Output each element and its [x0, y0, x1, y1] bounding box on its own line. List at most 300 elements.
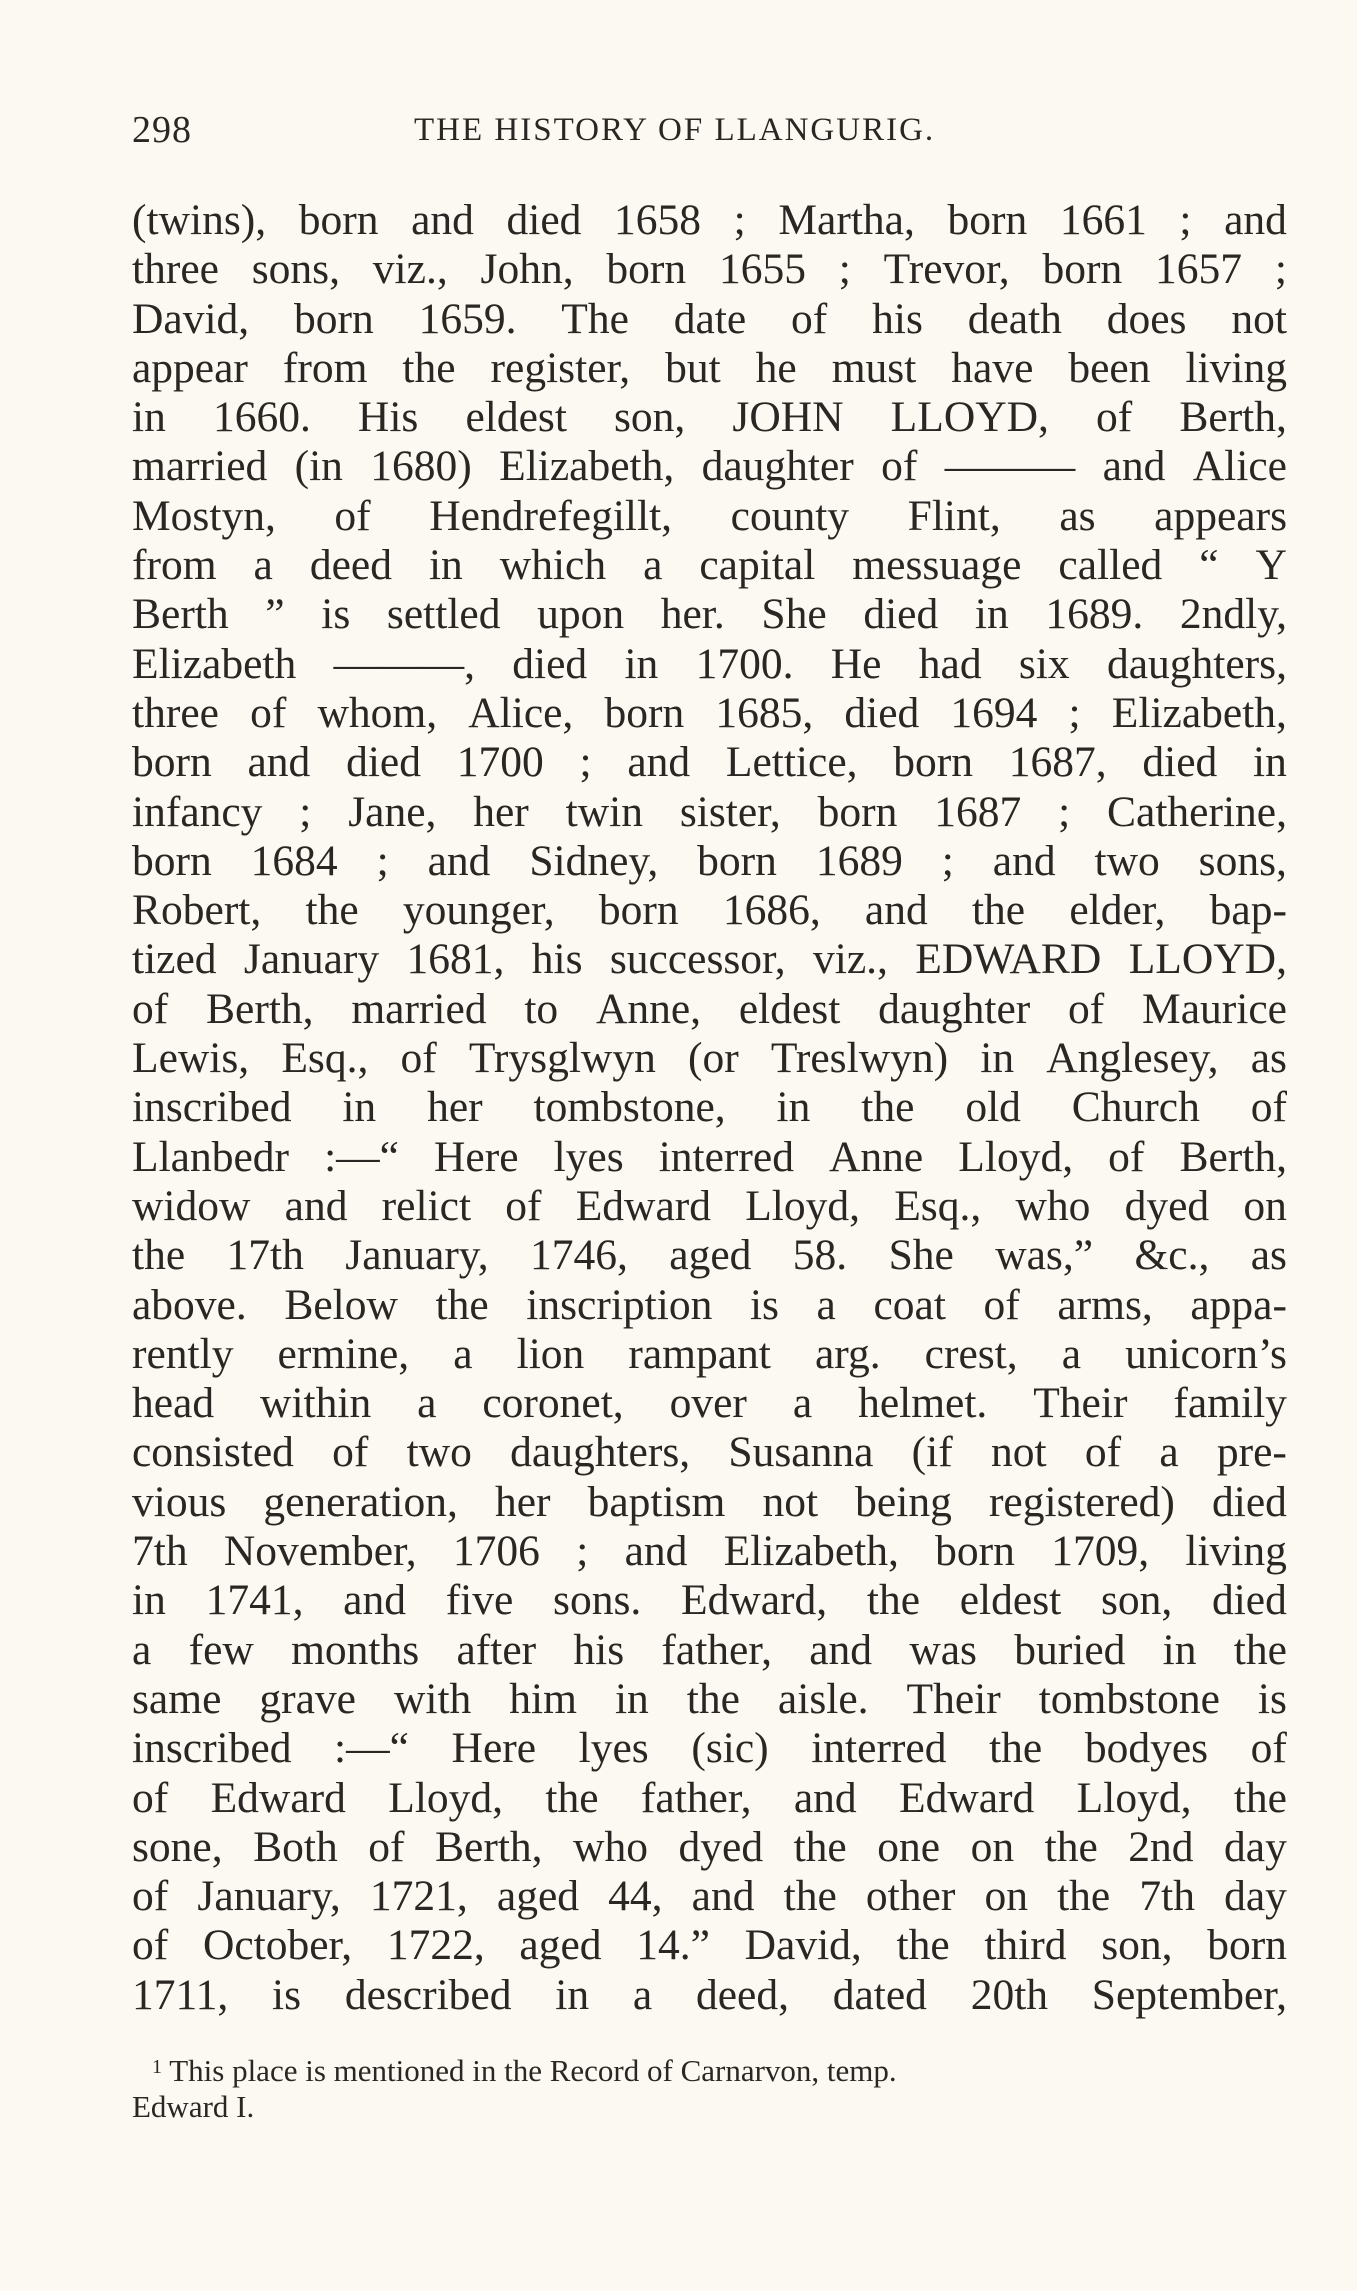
word: ;	[1058, 787, 1071, 836]
word: 1681,	[406, 935, 505, 984]
word: above.	[132, 1280, 247, 1329]
word: born	[298, 196, 379, 244]
word: as	[1059, 491, 1096, 540]
word: Berth,	[206, 984, 314, 1033]
word: the	[783, 1872, 837, 1921]
word: is	[1257, 1674, 1287, 1723]
word: the	[305, 886, 359, 935]
word: born	[604, 688, 685, 737]
word: 1722,	[386, 1921, 485, 1970]
word: consisted	[132, 1428, 294, 1477]
word: months	[291, 1625, 420, 1674]
word: is	[749, 1280, 779, 1329]
word: Anglesey,	[1046, 1034, 1219, 1083]
word: born	[893, 738, 974, 787]
word: (or	[687, 1034, 739, 1083]
word: January,	[345, 1231, 489, 1280]
word: the	[971, 886, 1026, 935]
word: whom,	[317, 688, 438, 737]
word: of	[1096, 393, 1133, 442]
text-line	[132, 1921, 1287, 1970]
word: Sidney,	[529, 836, 659, 885]
word: head	[132, 1379, 215, 1428]
word: buried	[1014, 1625, 1126, 1674]
word: born	[1207, 1921, 1287, 1970]
word: born	[294, 294, 374, 343]
word: her	[473, 787, 529, 836]
text-line	[132, 590, 1287, 639]
text-line	[132, 1774, 1287, 1823]
word: Lettice,	[725, 738, 858, 787]
word: of	[1250, 1724, 1287, 1773]
text-line	[132, 837, 1287, 886]
word: and	[343, 1576, 406, 1625]
footnote-line	[132, 2053, 1282, 2089]
word: in	[555, 1970, 590, 2019]
word: born	[606, 245, 687, 294]
word: Lloyd,	[1076, 1773, 1192, 1822]
word: died	[512, 639, 588, 688]
word: ;	[941, 836, 954, 885]
word: viz.,	[372, 245, 448, 294]
word: of	[1084, 1428, 1122, 1477]
word: on	[1243, 1181, 1287, 1230]
word: His	[357, 393, 419, 442]
word: Y	[1255, 541, 1287, 590]
word: two	[406, 1428, 472, 1477]
word: in	[614, 1674, 649, 1723]
text-line	[132, 689, 1287, 738]
word: (in	[294, 442, 343, 491]
word: a	[643, 541, 663, 590]
word: ;	[376, 836, 389, 885]
word: born	[935, 1527, 1015, 1576]
word: sister,	[679, 787, 781, 836]
word: the	[866, 1576, 921, 1625]
word: and	[627, 738, 691, 787]
word: November,	[223, 1527, 417, 1576]
word: 1660.	[212, 393, 311, 442]
word: “	[1199, 541, 1219, 590]
word: few	[188, 1625, 254, 1674]
word: 58.	[792, 1231, 848, 1280]
word: is	[321, 590, 351, 639]
word: the	[686, 1674, 740, 1723]
word: of	[250, 688, 287, 737]
word: in	[428, 541, 463, 590]
word: of	[332, 1428, 369, 1477]
word: and	[809, 1625, 873, 1674]
word: deed	[309, 541, 392, 590]
word: of	[334, 491, 371, 540]
word: 20th	[970, 1970, 1049, 2019]
text-line	[132, 1823, 1287, 1872]
word: sons,	[251, 245, 340, 294]
word: but	[665, 343, 721, 392]
word: unicorn’s	[1125, 1329, 1287, 1378]
word: of	[132, 1921, 169, 1970]
word: appear	[132, 343, 248, 392]
word: 1689.	[1045, 590, 1144, 639]
word: one	[877, 1822, 941, 1871]
word: as	[1250, 1034, 1287, 1083]
word: Below	[284, 1280, 398, 1329]
word: of	[1068, 984, 1105, 1033]
word: Catherine,	[1107, 787, 1287, 836]
footnote	[132, 2053, 1282, 2125]
word: sone,	[132, 1822, 223, 1871]
word: 1721,	[369, 1872, 468, 1921]
word: Berth,	[1179, 1132, 1287, 1181]
word: 7th	[1139, 1872, 1195, 1921]
word: Mostyn,	[132, 491, 276, 540]
word: of	[1250, 1083, 1287, 1132]
word: and	[1102, 442, 1166, 491]
word: &c.,	[1134, 1231, 1210, 1280]
word: lion	[516, 1329, 585, 1378]
footnote-line: Edward I.	[132, 2089, 255, 2124]
word: ;	[733, 196, 746, 244]
word: Robert,	[132, 886, 262, 935]
word: two	[1094, 836, 1160, 885]
word: born	[132, 836, 212, 885]
word: the	[545, 1773, 599, 1822]
text-line	[132, 245, 1287, 294]
word: and	[691, 1872, 755, 1921]
word: son,	[614, 393, 686, 442]
footnote-body	[152, 2053, 897, 2089]
word: She	[761, 590, 827, 639]
text-line	[132, 1724, 1287, 1773]
word: crest,	[924, 1329, 1018, 1378]
word: called	[1058, 541, 1163, 590]
word: aged	[496, 1872, 580, 1921]
word: a	[132, 1625, 152, 1674]
word: and	[1224, 196, 1287, 244]
word: younger,	[402, 886, 555, 935]
word: elder,	[1069, 886, 1166, 935]
word: from	[282, 343, 368, 392]
word: Their	[1033, 1379, 1128, 1428]
page-number: 298	[132, 109, 192, 151]
word: The	[561, 294, 629, 343]
word: Jane,	[348, 787, 437, 836]
word: 1746,	[530, 1231, 628, 1280]
word: ;	[299, 787, 312, 836]
word: in	[624, 639, 659, 688]
word: 1657	[1155, 245, 1243, 294]
word: aisle.	[777, 1674, 869, 1723]
word: registered)	[988, 1477, 1175, 1526]
word: Trevor,	[883, 245, 1010, 294]
word: of	[132, 1773, 169, 1822]
word: a	[632, 1970, 653, 2019]
word: died	[844, 688, 920, 737]
word: Edward	[210, 1773, 346, 1822]
word: settled	[386, 590, 501, 639]
text-line	[132, 1034, 1287, 1083]
word: of	[132, 1872, 169, 1921]
word: and	[247, 738, 311, 787]
word: (if	[911, 1428, 953, 1477]
word: of	[132, 984, 169, 1033]
word: Lloyd,	[388, 1773, 504, 1822]
text-line	[132, 1872, 1287, 1921]
word: Lloyd,	[745, 1181, 861, 1230]
word: on	[984, 1872, 1028, 1921]
word: family	[1173, 1379, 1287, 1428]
word: day	[1224, 1822, 1287, 1871]
word: Berth,	[1179, 393, 1287, 442]
word: 1655	[718, 245, 806, 294]
text-line	[132, 393, 1287, 442]
text-line	[132, 1133, 1287, 1182]
word: third	[984, 1921, 1067, 1970]
word: who	[573, 1822, 648, 1871]
word: :—“	[324, 1132, 399, 1181]
word: died	[1212, 1477, 1287, 1526]
text-line	[132, 738, 1287, 787]
word: Here	[434, 1132, 519, 1181]
word: daughter	[878, 984, 1031, 1033]
word: Their	[906, 1674, 1001, 1723]
word: over	[669, 1379, 747, 1428]
word: Elizabeth,	[723, 1527, 899, 1576]
word: born	[598, 886, 679, 935]
word: the	[1233, 1773, 1287, 1822]
word: Lloyd,	[958, 1132, 1074, 1181]
word: and	[992, 836, 1056, 885]
word: with	[393, 1674, 472, 1723]
word: not	[762, 1477, 819, 1526]
word: born	[697, 836, 777, 885]
text-line	[132, 295, 1287, 344]
text-line	[132, 1330, 1287, 1379]
word: he	[755, 343, 797, 392]
word: not	[990, 1428, 1047, 1477]
word: was,”	[995, 1231, 1094, 1280]
word: bodyes	[1084, 1724, 1209, 1773]
word: of	[983, 1280, 1020, 1329]
word: within	[260, 1379, 372, 1428]
word: and	[864, 886, 928, 935]
text-line	[132, 935, 1287, 984]
word: arms,	[1057, 1280, 1153, 1329]
word: after	[456, 1625, 537, 1674]
word: does	[1106, 294, 1187, 343]
word: the	[1044, 1822, 1098, 1871]
word: 1687,	[1008, 738, 1107, 787]
word: 1694	[950, 688, 1038, 737]
word: deed,	[695, 1970, 789, 2019]
word: Both	[253, 1822, 338, 1871]
word: coronet,	[482, 1379, 624, 1428]
word: to	[524, 984, 559, 1033]
word: She	[888, 1231, 954, 1280]
word: married	[351, 984, 487, 1033]
word: 1689	[815, 836, 903, 885]
text-line	[132, 1527, 1287, 1576]
word: his	[573, 1625, 625, 1674]
text-line	[132, 442, 1287, 491]
word: the	[896, 1921, 950, 1970]
text-line	[132, 492, 1287, 541]
word: 1658	[614, 196, 702, 244]
word: bap-	[1209, 886, 1287, 935]
word: and	[427, 836, 491, 885]
word: ;	[1179, 196, 1192, 244]
word: the	[402, 343, 456, 392]
word: daughters,	[510, 1428, 691, 1477]
word: David,	[132, 294, 250, 343]
word: LLOYD,	[1128, 935, 1287, 984]
word: her.	[660, 590, 725, 639]
word: September,	[1091, 1970, 1287, 2019]
word: the	[1057, 1872, 1111, 1921]
word: inscribed	[132, 1724, 292, 1773]
word: not	[1231, 294, 1287, 343]
word: Hendrefegillt,	[429, 491, 673, 540]
word: father,	[661, 1625, 772, 1674]
word: must	[831, 343, 917, 392]
text-line	[132, 886, 1287, 935]
word: six	[1018, 639, 1070, 688]
word: viz.,	[813, 935, 888, 984]
word: son,	[1100, 1576, 1173, 1625]
word: a	[792, 1379, 813, 1428]
word: twin	[565, 787, 643, 836]
word: lyes	[578, 1724, 649, 1773]
word: :—“	[334, 1724, 409, 1773]
body-text	[132, 196, 1287, 2020]
word: and	[284, 1181, 348, 1230]
word: aged	[519, 1921, 602, 1970]
word: in	[974, 590, 1009, 639]
word: which	[499, 541, 607, 590]
word: in	[132, 1576, 166, 1625]
word: Anne	[829, 1132, 924, 1181]
word: 1706	[452, 1527, 540, 1576]
word: been	[1068, 343, 1151, 392]
word: Susanna	[728, 1428, 874, 1477]
word: 1711,	[132, 1970, 229, 2019]
word: of	[881, 442, 918, 491]
word: county	[730, 491, 850, 540]
text-line	[132, 344, 1287, 393]
word: born	[817, 787, 898, 836]
text-line	[132, 541, 1287, 590]
footnote-marker: 1	[152, 2056, 162, 2078]
word: ;	[838, 245, 851, 294]
word: infancy	[132, 787, 263, 836]
word: the	[861, 1083, 915, 1132]
word: sons.	[553, 1576, 642, 1625]
word: a	[253, 541, 273, 590]
word: of	[368, 1822, 405, 1871]
word: have	[951, 343, 1034, 392]
word: the	[435, 1280, 489, 1329]
word: baptism	[587, 1477, 726, 1526]
word: her	[494, 1477, 551, 1526]
word: lyes	[553, 1132, 624, 1181]
word: ———,	[333, 639, 475, 688]
word: Maurice	[1142, 984, 1287, 1033]
word: 17th	[226, 1231, 304, 1280]
word: tized	[132, 935, 217, 984]
word: helmet.	[858, 1379, 988, 1428]
word: JOHN	[732, 393, 844, 442]
page-header	[132, 108, 1282, 158]
text-line	[132, 1281, 1287, 1330]
word: ;	[576, 1527, 589, 1576]
word: EDWARD	[915, 935, 1102, 984]
word: interred	[811, 1724, 947, 1773]
text-line	[132, 788, 1287, 837]
word: successor,	[609, 935, 786, 984]
word: generation,	[263, 1477, 458, 1526]
word: 1686,	[722, 886, 821, 935]
text-line	[132, 1428, 1287, 1477]
word: the	[132, 1231, 186, 1280]
word: 1687	[934, 787, 1022, 836]
word: aged	[669, 1231, 752, 1280]
word: three	[132, 245, 219, 294]
text-line	[132, 1182, 1287, 1231]
text-line	[132, 1675, 1287, 1724]
word: born	[947, 196, 1028, 244]
word: ;	[1068, 688, 1081, 737]
word: 1741,	[205, 1576, 304, 1625]
word: Here	[451, 1724, 537, 1773]
word: Esq.,	[894, 1181, 982, 1230]
text-line	[132, 1379, 1287, 1428]
word: eldest	[465, 393, 567, 442]
word: Llanbedr	[132, 1132, 290, 1181]
word: inscription	[526, 1280, 713, 1329]
word: arg.	[814, 1329, 881, 1378]
word: He	[830, 639, 882, 688]
word: married	[132, 442, 268, 491]
word: 1684	[250, 836, 338, 885]
word: Church	[1071, 1083, 1200, 1132]
word: who	[1015, 1181, 1091, 1230]
word: is	[272, 1970, 302, 2019]
word: Berth,	[435, 1822, 543, 1871]
word: in	[342, 1083, 377, 1132]
word: a	[816, 1280, 836, 1329]
word: in	[132, 393, 166, 442]
text-line	[132, 1083, 1287, 1132]
word: being	[855, 1477, 952, 1526]
word: 1680)	[370, 442, 472, 491]
word: Anne,	[595, 984, 702, 1033]
word: had	[918, 639, 982, 688]
word: same	[132, 1674, 222, 1723]
word: daughter	[701, 442, 854, 491]
word: ;	[579, 738, 592, 787]
word: of	[791, 294, 828, 343]
word: capital	[699, 541, 816, 590]
word: tombstone	[1038, 1674, 1220, 1723]
word: Edward,	[681, 1576, 828, 1625]
word: 1659.	[418, 294, 517, 343]
word: daughters,	[1106, 639, 1287, 688]
word: eldest	[959, 1576, 1062, 1625]
word: 14.”	[636, 1921, 710, 1970]
word: 2ndly,	[1179, 590, 1287, 639]
word: January	[243, 935, 380, 984]
word: of	[1108, 1132, 1145, 1181]
